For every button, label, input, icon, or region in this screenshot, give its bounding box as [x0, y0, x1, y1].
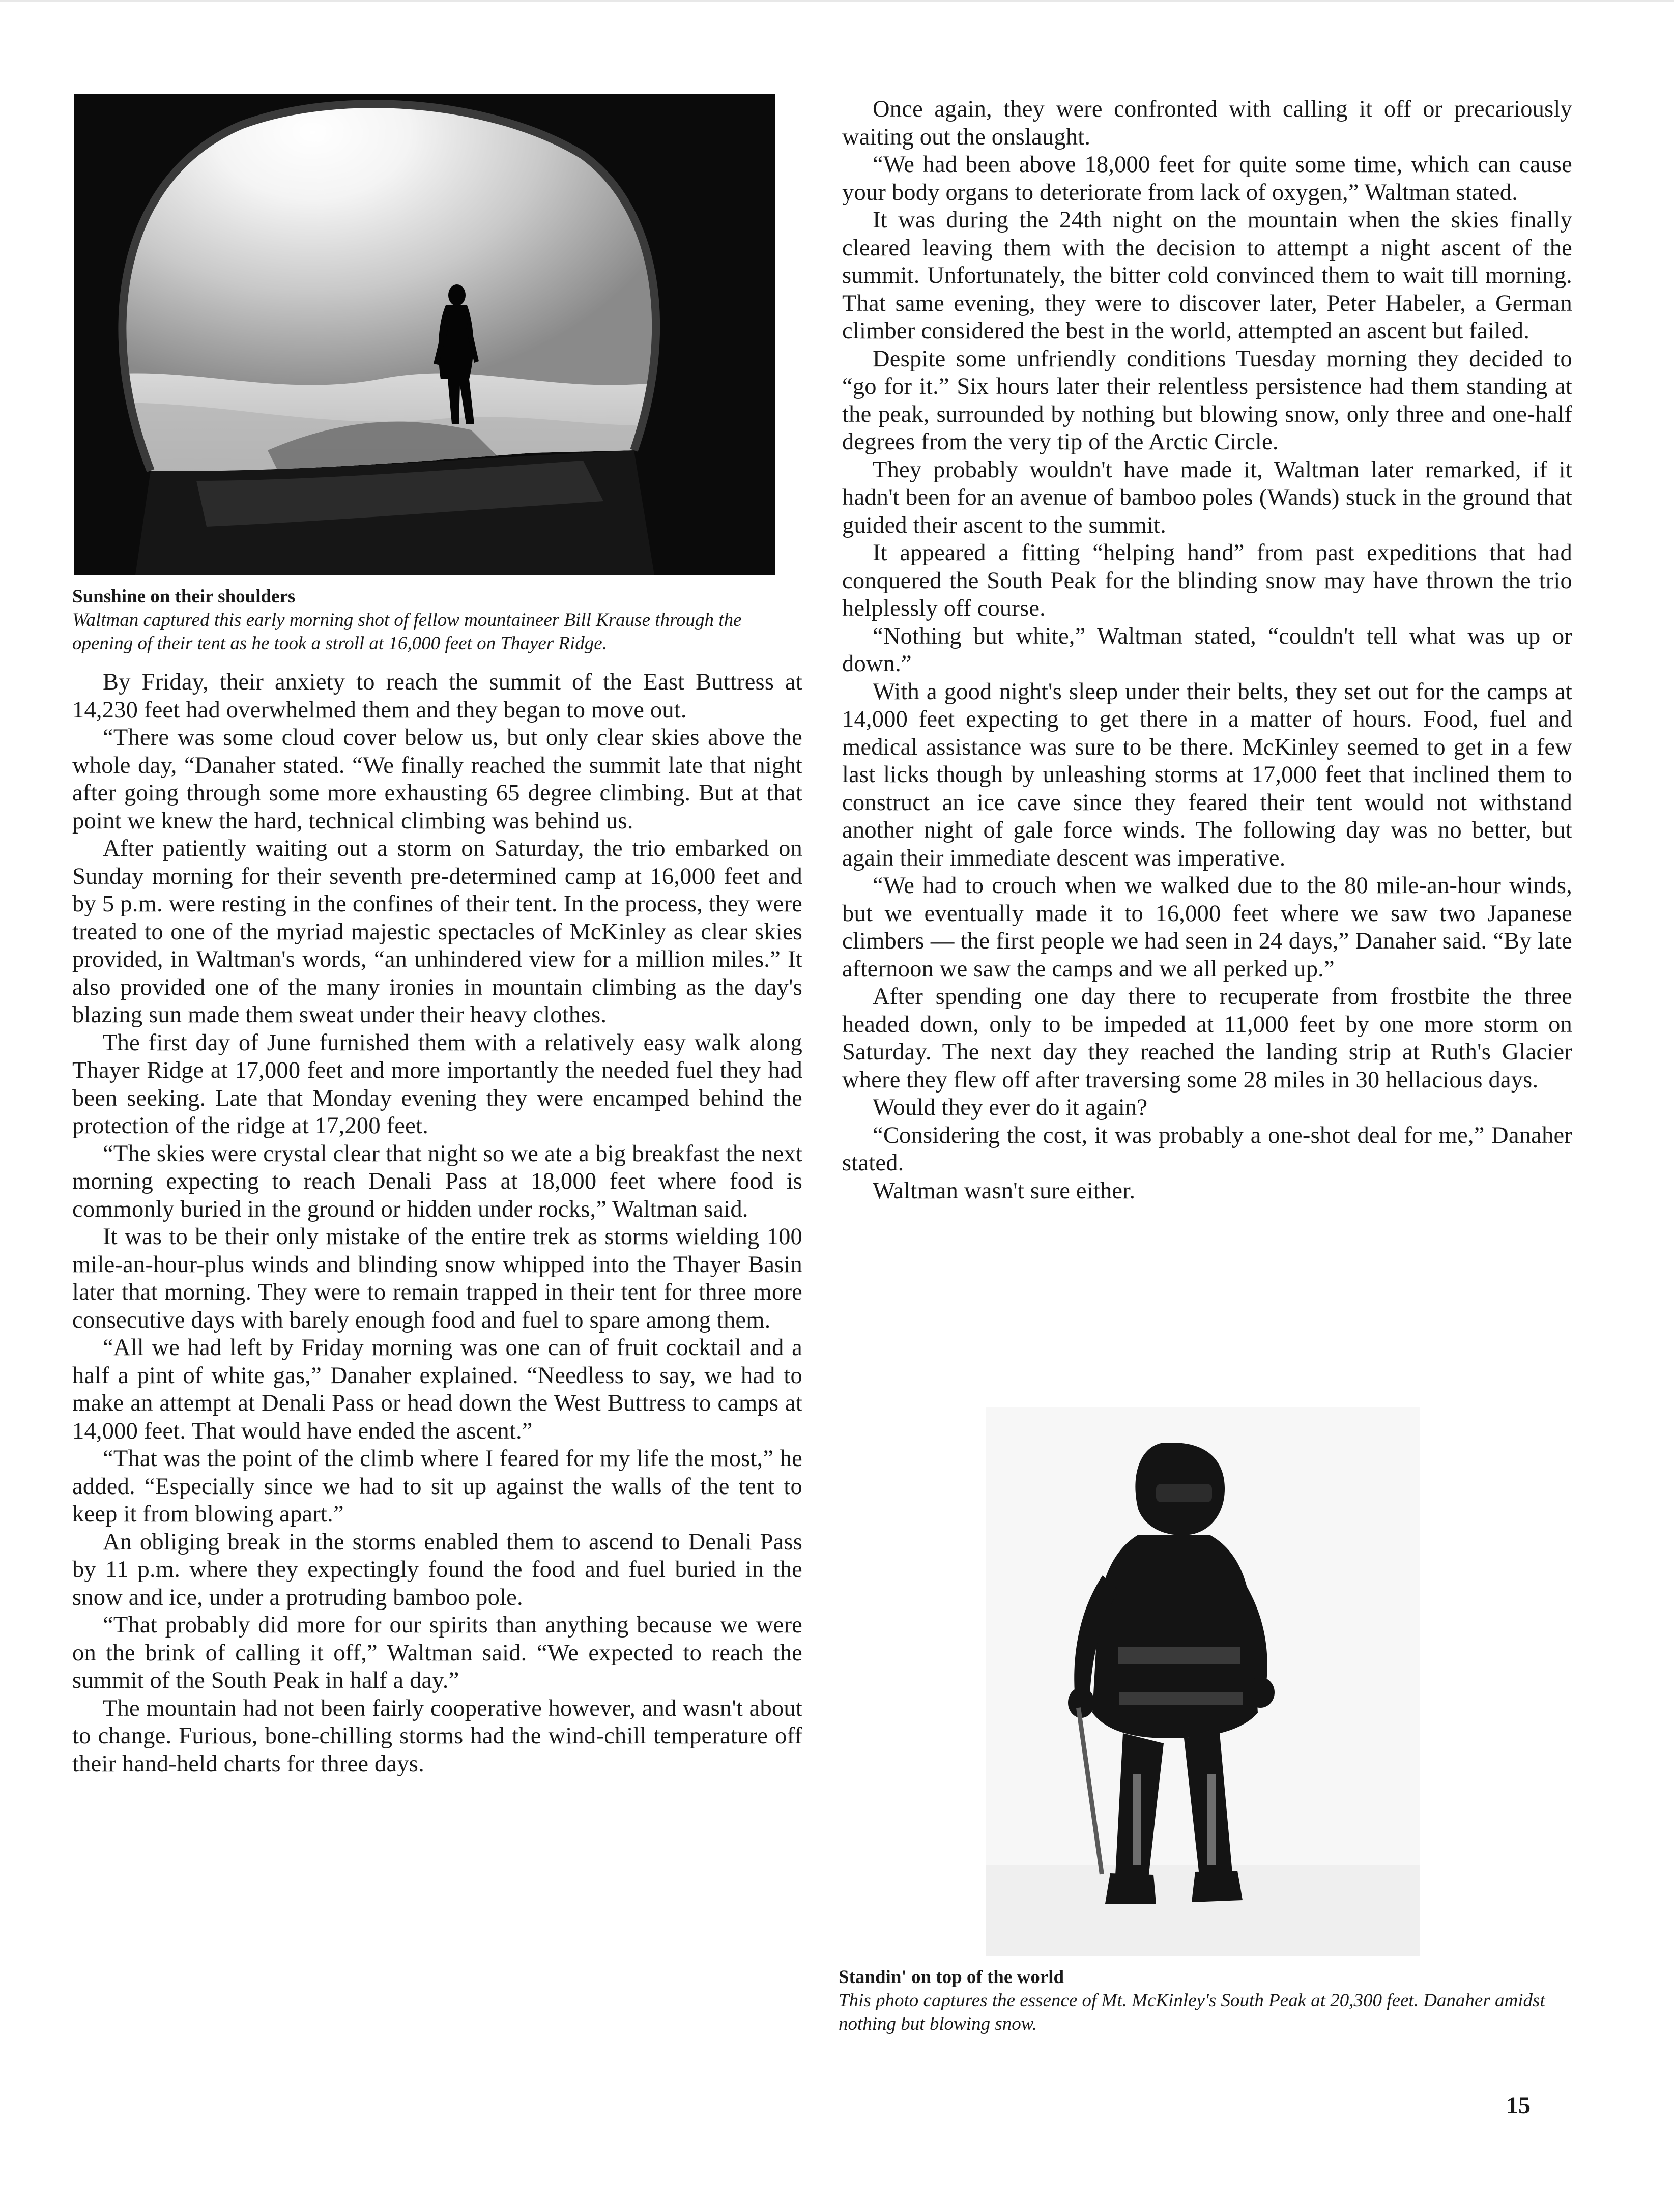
paragraph: By Friday, their anxiety to reach the summit of the East Buttress at 14,230 feet had overwhelmed them and they began to move out. [72, 669, 802, 723]
right-column [842, 96, 1572, 1205]
caption-title: Sunshine on their shoulders [72, 586, 296, 607]
paragraph: With a good night's sleep under their belts, they set out for the camps at 14,000 feet expecting to get there in a matter of hours. Food, fuel and medical assistance was sure to be there. McKinley seemed to get in a few last licks though by unleashing storms at 17,000 feet that inclined them to construct an ice cave since they feared their tent would not withstand another night of gale force winds. The following day was no better, but again their immediate descent was imperative. [842, 678, 1572, 871]
paragraph: “All we had left by Friday morning was one can of fruit cocktail and a half a pint of white gas,” Danaher explained. “Needless to say, we had to make an attempt at Denali Pass or head down the West Buttress to camps at 14,000 feet. That would have ended the ascent.” [72, 1335, 802, 1444]
paragraph: The mountain had not been fairly cooperative however, and wasn't about to change. Furious, bone-chilling storms had the wind-chill temperature off their hand-held charts for three days. [72, 1695, 802, 1777]
paragraph: It was during the 24th night on the mountain when the skies finally cleared leaving them with the decision to attempt a night ascent of the summit. Unfortunately, the bitter cold convinced them to wait till morning. That same evening, they were to discover later, Peter Habeler, a German climber considered the best in the world, attempted an ascent but failed. [842, 207, 1572, 344]
paragraph: “We had been above 18,000 feet for quite some time, which can cause your body organs to deteriorate from lack of oxygen,” Waltman stated. [842, 152, 1572, 206]
tent-opening-photo [74, 94, 775, 575]
paragraph: Waltman wasn't sure either. [873, 1177, 1136, 1204]
summit-climber-photo [986, 1407, 1420, 1956]
paragraph: “Considering the cost, it was probably a one-shot deal for me,” Danaher stated. [842, 1122, 1572, 1176]
page-number: 15 [1506, 2092, 1531, 2119]
paragraph: An obliging break in the storms enabled them to ascend to Denali Pass by 11 p.m. where they expectingly found the food and fuel buried in the snow and ice, under a protruding bamboo pole. [72, 1529, 802, 1611]
paragraph: Once again, they were confronted with calling it off or precariously waiting out the onslaught. [842, 96, 1572, 150]
paragraph: Despite some unfriendly conditions Tuesday morning they decided to “go for it.” Six hours later their relentless persistence had them standing at the peak, surrounded by nothing but blowing snow, only three and one-half degrees from the very tip of the Arctic Circle. [842, 346, 1572, 455]
paragraph: It appeared a fitting “helping hand” from past expeditions that had conquered the South Peak for the blinding snow may have thrown the trio helplessly off course. [842, 540, 1572, 621]
paragraph: After spending one day there to recuperate from frostbite the three headed down, only to be impeded at 11,000 feet by one more storm on Saturday. The next day they reached the landing strip at Ruth's Glacier where they flew off after traversing some 28 miles in 30 hellacious days. [842, 984, 1572, 1093]
paragraph: Would they ever do it again? [873, 1095, 1148, 1121]
paragraph: “We had to crouch when we walked due to the 80 mile-an-hour winds, but we eventually made it to 16,000 feet where we saw two Japanese climbers — the first people we had seen in 24 days,” Danaher said. “By late afternoon we saw the camps and we all perked up.” [842, 873, 1572, 982]
caption-title: Standin' on top of the world [839, 1967, 1064, 1988]
caption-body: Waltman captured this early morning shot of fellow mountaineer Bill Krause through the opening of their tent as he took a stroll at 16,000 feet on Thayer Ridge. [72, 610, 742, 654]
paragraph: “That probably did more for our spirits than anything because we were on the brink of calling it off,” Waltman said. “We expected to reach the summit of the South Peak in half a day.” [72, 1612, 802, 1693]
top-edge-rule [0, 0, 1674, 2]
caption-body: This photo captures the essence of Mt. McKinley's South Peak at 20,300 feet. Danaher amidst nothing but blowing snow. [839, 1990, 1545, 2034]
paragraph: “There was some cloud cover below us, but only clear skies above the whole day, “Danaher stated. “We finally reached the summit late that night after going through some more exhausting 65 degree climbing. But at that point we knew the hard, technical climbing was behind us. [72, 725, 802, 834]
left-column [72, 94, 802, 1778]
paragraph: “The skies were crystal clear that night so we ate a big breakfast the next morning expecting to reach Denali Pass at 18,000 feet where food is commonly buried in the ground or hidden under rocks,” Waltman said. [72, 1140, 802, 1222]
paragraph: “Nothing but white,” Waltman stated, “couldn't tell what was up or down.” [842, 623, 1572, 677]
paragraph: The first day of June furnished them with a relatively easy walk along Thayer Ridge at 17,000 feet and more importantly the needed fuel they had been seeking. Late that Monday evening they were encamped behind the protection of the ridge at 17,200 feet. [72, 1029, 802, 1139]
paragraph: After patiently waiting out a storm on Saturday, the trio embarked on Sunday morning for their seventh pre-determined camp at 16,000 feet and by 5 p.m. were resting in the confines of their tent. In the process, they were treated to one of the myriad majestic spectacles of McKinley as clear skies provided, in Waltman's words, “an unhindered view for a million miles.” It also provided one of the many ironies in mountain climbing as the day's blazing sun made them sweat under their heavy clothes. [72, 836, 802, 1028]
paragraph: “That was the point of the climb where I feared for my life the most,” he added. “Especially since we had to sit up against the walls of the tent to keep it from blowing apart.” [72, 1446, 802, 1527]
tent-photo-caption [72, 585, 774, 655]
paragraph: They probably wouldn't have made it, Waltman later remarked, if it hadn't been for an avenue of bamboo poles (Wands) stuck in the ground that guided their ascent to the summit. [842, 456, 1572, 538]
paragraph: It was to be their only mistake of the entire trek as storms wielding 100 mile-an-hour-plus winds and blinding snow whipped into the Thayer Basin later that morning. They were to remain trapped in their tent for three more consecutive days with barely enough food and fuel to spare among them. [72, 1224, 802, 1333]
summit-photo-caption [839, 1966, 1571, 2036]
